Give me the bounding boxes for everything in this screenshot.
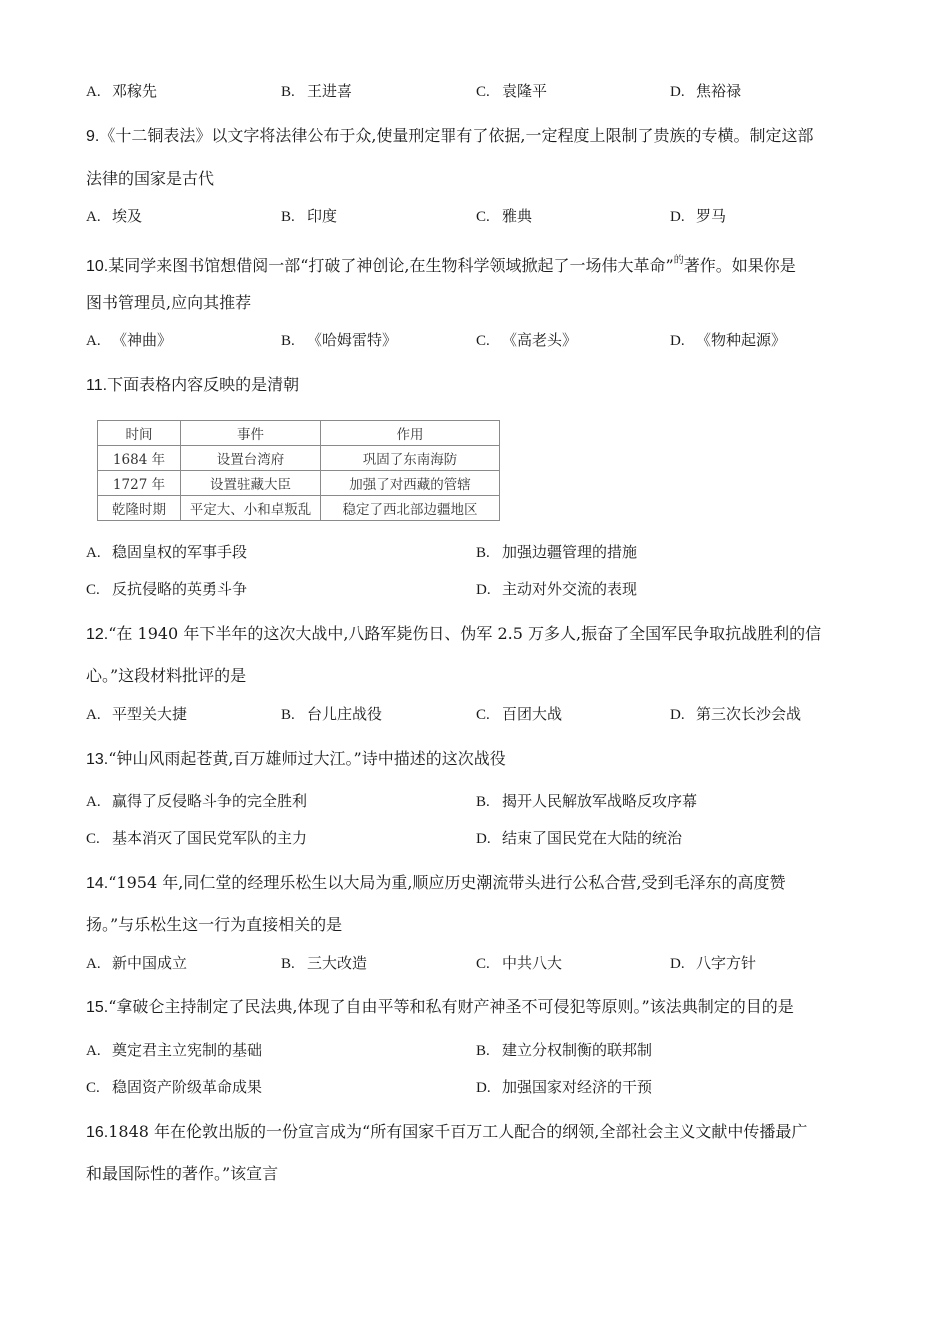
table-cell: 巩固了东南海防 [321, 446, 500, 471]
option-letter: D. [476, 582, 491, 598]
option-letter: B. [476, 794, 490, 810]
option-text: 台儿庄战役 [307, 705, 383, 723]
q11-option-a [86, 541, 247, 564]
q8-option-c [476, 80, 547, 103]
option-text: 第三次长沙会战 [696, 705, 802, 723]
q9-option-b [281, 205, 337, 228]
option-text: 新中国成立 [112, 954, 188, 972]
option-letter: B. [476, 545, 490, 561]
q9-stem-line1 [86, 125, 814, 148]
table-header-cell: 作用 [321, 421, 500, 446]
q13-option-c [86, 827, 307, 850]
option-letter: C. [86, 831, 100, 847]
q14-option-b [281, 952, 367, 975]
q10-option-d [670, 329, 786, 352]
option-text: 《高老头》 [502, 331, 578, 349]
table-header-cell: 时间 [98, 421, 181, 446]
table-row [98, 471, 500, 496]
option-letter: D. [476, 1080, 491, 1096]
question-number: 14. [86, 875, 109, 892]
option-letter: A. [86, 84, 101, 100]
question-text-superscript: 的 [673, 255, 684, 266]
option-text: 王进喜 [307, 82, 353, 100]
option-letter: A. [86, 794, 101, 810]
option-letter: C. [86, 582, 100, 598]
option-text: 结束了国民党在大陆的统治 [502, 829, 683, 847]
option-text: 加强边疆管理的措施 [502, 543, 638, 561]
option-text: 《神曲》 [112, 331, 173, 349]
table-cell: 1684 年 [98, 446, 181, 471]
q8-option-d [670, 80, 741, 103]
option-letter: B. [281, 84, 295, 100]
option-letter: C. [476, 209, 490, 225]
option-text: 袁隆平 [502, 82, 548, 100]
option-text: 《哈姆雷特》 [307, 331, 398, 349]
q10-option-a [86, 329, 172, 352]
question-number: 12. [86, 626, 109, 643]
option-text: 加强国家对经济的干预 [502, 1078, 653, 1096]
q12-option-a [86, 703, 187, 726]
option-text: 印度 [307, 207, 338, 225]
option-text: 主动对外交流的表现 [502, 580, 638, 598]
option-text: 百团大战 [502, 705, 563, 723]
option-letter: A. [86, 956, 101, 972]
q11-option-b [476, 541, 637, 564]
q13-option-b [476, 790, 697, 813]
option-text: 罗马 [696, 207, 727, 225]
table-cell: 乾隆时期 [98, 496, 181, 521]
table-row [98, 446, 500, 471]
q9-option-d [670, 205, 726, 228]
question-text: 某同学来图书馆想借阅一部“打破了神创论,在生物科学领域掀起了一场伟大革命” [108, 256, 674, 275]
option-text: 邓稼先 [112, 82, 158, 100]
option-text: 揭开人民解放军战略反攻序幕 [502, 792, 698, 810]
option-text: 雅典 [502, 207, 533, 225]
option-text: 焦裕禄 [696, 82, 742, 100]
option-letter: C. [476, 707, 490, 723]
option-text: 中共八大 [502, 954, 563, 972]
option-text: 三大改造 [307, 954, 368, 972]
q14-option-a [86, 952, 187, 975]
q12-option-b [281, 703, 382, 726]
option-letter: B. [281, 209, 295, 225]
table-cell: 稳定了西北部边疆地区 [321, 496, 500, 521]
q11-events-table [97, 420, 500, 521]
q16-stem-line1 [86, 1121, 807, 1144]
option-text: 《物种起源》 [696, 331, 787, 349]
option-text: 基本消灭了国民党军队的主力 [112, 829, 308, 847]
q12-stem-line1 [86, 623, 821, 646]
question-text: 著作。如果你是 [683, 256, 796, 275]
q15-option-a [86, 1039, 262, 1062]
option-text: 八字方针 [696, 954, 757, 972]
option-text: 奠定君主立宪制的基础 [112, 1041, 263, 1059]
option-letter: D. [670, 707, 685, 723]
table-cell: 加强了对西藏的管辖 [321, 471, 500, 496]
table-header-cell: 事件 [181, 421, 321, 446]
option-text: 反抗侵略的英勇斗争 [112, 580, 248, 598]
question-number: 11. [86, 377, 108, 394]
option-letter: D. [670, 956, 685, 972]
option-letter: D. [670, 209, 685, 225]
q8-option-a [86, 80, 157, 103]
q14-stem-line2: 扬。”与乐松生这一行为直接相关的是 [86, 915, 343, 934]
q10-option-c [476, 329, 577, 352]
option-letter: D. [670, 84, 685, 100]
q14-stem-line1 [86, 872, 786, 895]
option-letter: B. [281, 956, 295, 972]
q14-option-c [476, 952, 562, 975]
table-cell: 平定大、小和卓叛乱 [181, 496, 321, 521]
q11-option-c [86, 578, 247, 601]
q14-option-d [670, 952, 756, 975]
question-number: 16. [86, 1124, 109, 1141]
table-header-row [98, 421, 500, 446]
option-letter: A. [86, 1043, 101, 1059]
question-number: 15. [86, 999, 109, 1016]
table-cell: 设置台湾府 [181, 446, 321, 471]
option-letter: B. [476, 1043, 490, 1059]
question-text: “1954 年,同仁堂的经理乐松生以大局为重,顺应历史潮流带头进行公私合营,受到毛泽东的高度赞 [108, 873, 786, 892]
table-cell: 设置驻藏大臣 [181, 471, 321, 496]
option-text: 埃及 [112, 207, 143, 225]
option-letter: C. [476, 333, 490, 349]
q12-option-d [670, 703, 801, 726]
question-text: “拿破仑主持制定了民法典,体现了自由平等和私有财产神圣不可侵犯等原则。”该法典制定的目的是 [108, 997, 794, 1016]
option-letter: C. [86, 1080, 100, 1096]
q11-option-d [476, 578, 637, 601]
option-letter: A. [86, 545, 101, 561]
q10-stem-line2: 图书管理员,应向其推荐 [86, 293, 252, 312]
question-number: 9. [86, 128, 100, 145]
q9-option-c [476, 205, 532, 228]
q16-stem-line2: 和最国际性的著作。”该宣言 [86, 1164, 279, 1183]
option-text: 建立分权制衡的联邦制 [502, 1041, 653, 1059]
table-row [98, 496, 500, 521]
q15-option-b [476, 1039, 652, 1062]
q15-stem-line1 [86, 996, 794, 1019]
q12-option-c [476, 703, 562, 726]
question-text: “在 1940 年下半年的这次大战中,八路军毙伤日、伪军 2.5 万多人,振奋了全国军民争取抗战胜利的信 [108, 624, 822, 643]
q13-option-d [476, 827, 682, 850]
option-letter: A. [86, 707, 101, 723]
option-letter: A. [86, 333, 101, 349]
q12-stem-line2: 心。”这段材料批评的是 [86, 666, 247, 685]
question-number: 13. [86, 751, 109, 768]
option-text: 稳固资产阶级革命成果 [112, 1078, 263, 1096]
option-text: 赢得了反侵略斗争的完全胜利 [112, 792, 308, 810]
q13-stem-line1 [86, 748, 506, 771]
q11-stem-line1 [86, 374, 299, 397]
question-text: 《十二铜表法》以文字将法律公布于众,使量刑定罪有了依据,一定程度上限制了贵族的专横。制定这部 [99, 126, 814, 145]
q13-option-a [86, 790, 307, 813]
question-text: 下面表格内容反映的是清朝 [107, 375, 300, 394]
question-text: “钟山风雨起苍黄,百万雄师过大江。”诗中描述的这次战役 [108, 749, 506, 768]
q15-option-c [86, 1076, 262, 1099]
option-letter: C. [476, 84, 490, 100]
q10-option-b [281, 329, 397, 352]
question-text: 1848 年在伦敦出版的一份宣言成为“所有国家千百万工人配合的纲领,全部社会主义文献中传播最广 [108, 1122, 808, 1141]
q9-option-a [86, 205, 142, 228]
option-letter: D. [476, 831, 491, 847]
table-cell: 1727 年 [98, 471, 181, 496]
option-letter: A. [86, 209, 101, 225]
option-letter: B. [281, 707, 295, 723]
option-text: 平型关大捷 [112, 705, 188, 723]
option-letter: B. [281, 333, 295, 349]
q15-option-d [476, 1076, 652, 1099]
q10-stem-line1 [86, 250, 796, 278]
option-text: 稳固皇权的军事手段 [112, 543, 248, 561]
option-letter: C. [476, 956, 490, 972]
q8-option-b [281, 80, 352, 103]
question-number: 10. [86, 258, 109, 275]
q9-stem-line2: 法律的国家是古代 [86, 169, 215, 188]
option-letter: D. [670, 333, 685, 349]
